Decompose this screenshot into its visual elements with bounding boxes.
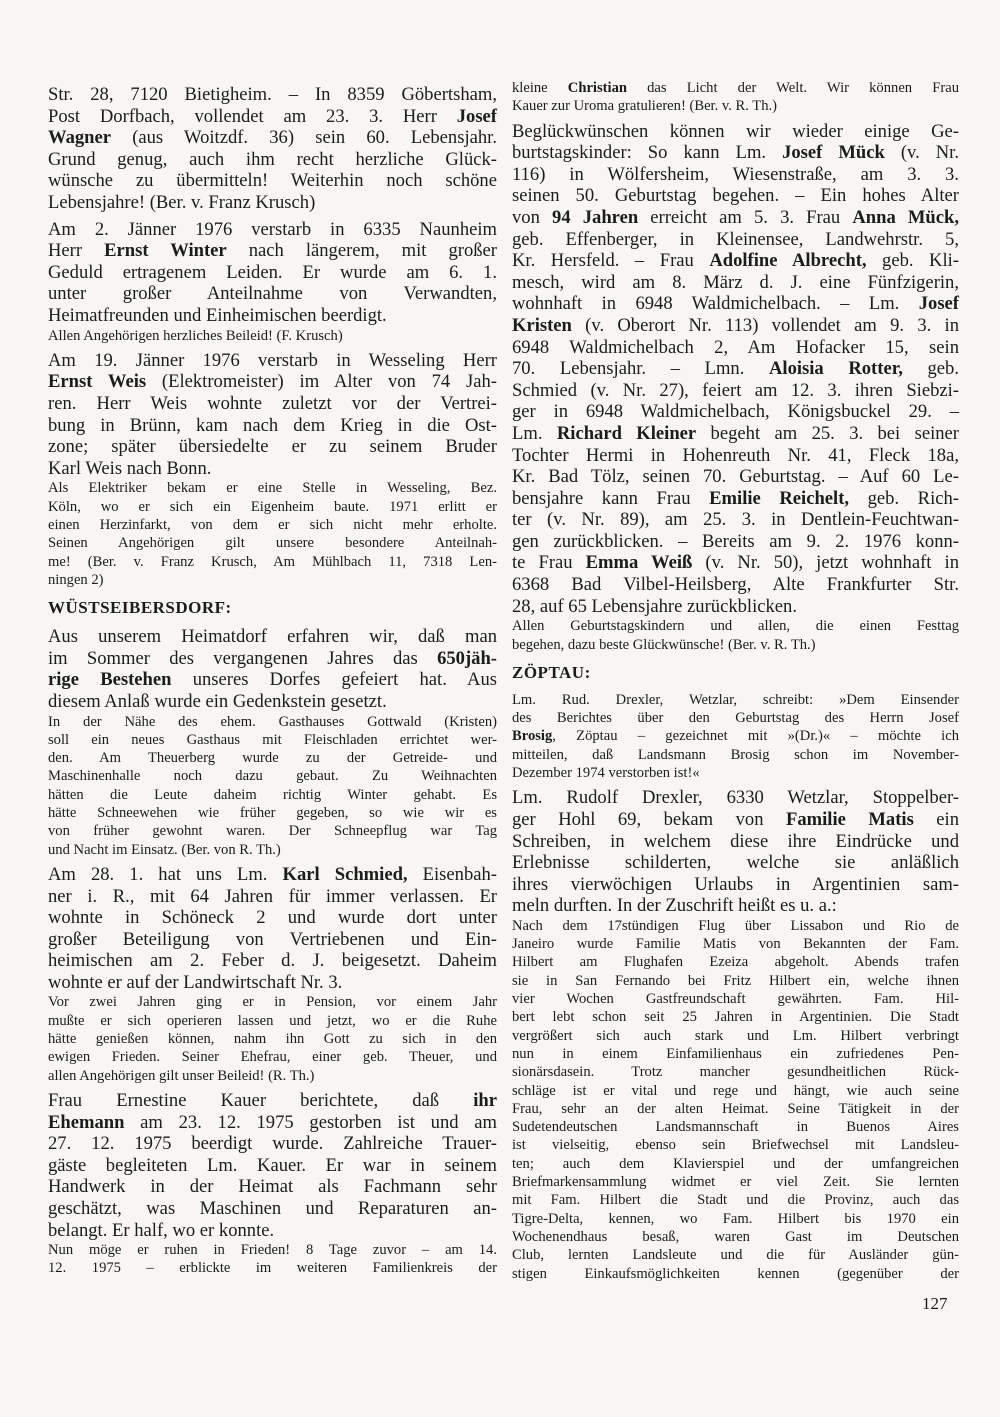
text-run: Str. 28, 7120 Bietigheim. – In 8359 Göbertsham,	[48, 84, 497, 105]
text-line	[48, 713, 497, 731]
text-run: gäste begleiteten Lm. Kauer. Er war in seinem	[48, 1154, 497, 1176]
text-run: diesem Anlaß wurde ein Gedenkstein gesetzt.	[48, 690, 387, 712]
text-line	[48, 1090, 497, 1112]
text-line	[48, 786, 497, 804]
text-run: 12. 1975 – erblickte im weiteren Familienkreis der	[48, 1260, 497, 1277]
section	[512, 662, 959, 686]
text-run: Lm.	[512, 422, 557, 444]
article-paragraph	[512, 787, 959, 1283]
text-run: Beglückwünschen können wir wieder einige Ge-	[512, 120, 959, 142]
text-line	[512, 1173, 959, 1191]
paragraph-text	[48, 84, 497, 214]
text-line	[512, 727, 959, 745]
text-run: wohnte in Schöneck 2 und wurde dort unter	[48, 907, 497, 929]
text-run: und Nacht im Einsatz. (Ber. von R. Th.)	[48, 841, 281, 858]
text-line	[48, 886, 497, 908]
text-line	[48, 262, 497, 284]
text-run: das Licht der Welt. Wir können Frau	[627, 80, 959, 96]
article-paragraph	[512, 121, 959, 654]
text-run: Erlebnisse schilderten, welche sie anläßlich	[512, 852, 959, 874]
text-run: geb. Effenberger, in Kleinensee, Landwehrstr. 5,	[512, 228, 959, 250]
text-line	[48, 864, 497, 886]
left-column	[48, 84, 497, 1283]
text-line	[512, 97, 959, 115]
text-run: sie in San Fernando bei Fritz Hilbert ein, welche ihnen	[512, 972, 959, 989]
text-run: In der Nähe des ehem. Gasthauses Gottwald (Kristen)	[48, 713, 497, 730]
text-line	[48, 1176, 497, 1198]
text-run: Hilbert am Flughafen Ezeiza abgeholt. Abends trafen	[512, 954, 959, 971]
text-line	[48, 149, 497, 171]
text-line	[512, 79, 959, 97]
text-line	[512, 596, 959, 618]
text-run: ihres vierwöchigen Urlaubs in Argentinien sam-	[512, 873, 959, 895]
article-paragraph	[48, 1090, 497, 1278]
text-run: Kauer zur Uroma gratulieren! (Ber. v. R. Th.)	[512, 98, 778, 115]
text-run: von früher gewohnt waren. Der Schneepflug war Tag	[48, 823, 497, 840]
text-run: stigen Einkaufsmöglichkeiten kennen (gegenüber der	[512, 1265, 959, 1282]
text-run: ner i. R., mit 64 Jahren für immer verlassen. Er	[48, 885, 497, 907]
text-run: Heimatfreunden und Einheimischen beerdigt.	[48, 304, 387, 326]
text-run: großer Beteiligung von Vertriebenen und Ein-	[48, 928, 497, 950]
text-line	[48, 571, 497, 589]
text-run: ter (v. Nr. 89), am 25. 3. in Dentlein-Feuchtwan-	[512, 509, 959, 531]
text-line	[512, 1228, 959, 1246]
text-run: 70. Lebensjahr. – Lmn.	[512, 358, 769, 380]
text-line	[48, 192, 497, 214]
text-run: Köln, wo er sich ein Eigenheim baute. 1971 erlitt er	[48, 498, 497, 515]
text-run: (Elektromeister) im Alter von 74 Jah-	[146, 371, 497, 393]
text-line	[512, 746, 959, 764]
text-line	[48, 804, 497, 822]
text-run: Tochter Hermi in Hohenreuth Nr. 41, Fleck 18a,	[512, 444, 959, 466]
text-run: Grund genug, auch ihm recht herzliche Glück-	[48, 148, 497, 170]
text-line	[512, 1191, 959, 1209]
text-line	[512, 1063, 959, 1081]
article-paragraph	[512, 79, 959, 116]
text-line	[48, 458, 497, 480]
text-run: Am 28. 1. hat uns Lm.	[48, 863, 283, 885]
text-run: me! (Ber. v. Franz Krusch, Am Mühlbach 11, 7318 Len-	[48, 553, 497, 570]
bold-name: 650jäh-	[437, 647, 497, 669]
text-run: Lm. Rudolf Drexler, 6330 Wetzlar, Stoppelber-	[512, 787, 959, 809]
text-line	[512, 874, 959, 896]
text-run: Frau, sehr an der alten Heimat. Seine Tätigkeit in der	[512, 1100, 959, 1117]
text-run: im Sommer des vergangenen Jahres das	[48, 647, 438, 669]
bold-name: Ernst Winter	[104, 240, 227, 262]
text-run: begeht am 25. 3. bei seiner	[696, 422, 959, 444]
article-paragraph	[48, 350, 497, 589]
small-print-text	[512, 617, 959, 654]
text-line	[48, 950, 497, 972]
text-run: Dezember 1974 verstorben ist!«	[512, 765, 700, 782]
text-line	[512, 423, 959, 445]
text-line	[512, 293, 959, 315]
text-line	[512, 636, 959, 654]
section-heading	[48, 597, 497, 621]
bold-name: Josef	[456, 105, 497, 127]
bold-name: Richard Kleiner	[556, 422, 697, 444]
article-paragraph	[48, 864, 497, 1085]
text-run: allen Angehörigen gilt unser Beileid! (R. Th.)	[48, 1067, 315, 1084]
text-run: wohnhaft in 6948 Waldmichelbach. – Lm.	[512, 293, 919, 315]
text-line	[48, 1048, 497, 1066]
text-run: 28, auf 65 Lebensjahre zurückblicken.	[512, 595, 797, 617]
text-line	[512, 445, 959, 467]
text-line	[512, 164, 959, 186]
text-line	[512, 250, 959, 272]
text-run: Allen Geburtstagskindern und allen, die einen Festtag	[512, 618, 959, 635]
text-run: mußte er sich operieren lassen und jetzt, wo er die Ruhe	[48, 1012, 497, 1029]
text-line	[48, 436, 497, 458]
paragraph-text	[512, 121, 959, 618]
text-line	[512, 1082, 959, 1100]
text-run: wünsche zu übermitteln! Weiterhin noch schöne	[48, 170, 497, 192]
small-print-text	[512, 691, 959, 782]
text-run: Frau Ernestine Kauer berichtete, daß	[48, 1089, 474, 1111]
right-column	[512, 79, 959, 1288]
text-line	[512, 1265, 959, 1283]
text-run: unter großer Anteilnahme von Verwandten,	[48, 283, 497, 305]
text-run: Wochenendhaus besaß, waren Gast im Deutschen	[512, 1228, 959, 1245]
text-run: ten; auch dem Klavierspiel und der umfangreichen	[512, 1155, 959, 1172]
text-line	[512, 1118, 959, 1136]
text-run: ZÖPTAU:	[512, 662, 591, 682]
text-run: vier Wochen Gastfreundschaft gewährten. Fam. Hil-	[512, 991, 959, 1008]
text-line	[48, 219, 497, 241]
text-run: Nach dem 17stündigen Flug über Lissabon und Rio de	[512, 917, 959, 934]
small-print-text	[48, 1241, 497, 1278]
text-run: WÜSTSEIBERSDORF:	[48, 598, 232, 618]
text-line	[48, 1155, 497, 1177]
text-line	[48, 597, 497, 621]
bold-name: Christian	[567, 80, 627, 96]
text-run: 6948 Waldmichelbach 2, Am Hofacker 15, sein	[512, 336, 959, 358]
text-run: mitteilen, daß Landsmann Brosig schon im November-	[512, 746, 959, 763]
text-line	[48, 1241, 497, 1259]
bold-name: 94 Jahren	[552, 206, 639, 228]
text-line	[512, 229, 959, 251]
text-run: kleine	[512, 80, 568, 96]
text-run: heimischen am 2. Feber d. J. beigesetzt. Daheim	[48, 950, 497, 972]
small-print-text	[512, 79, 959, 116]
bold-name: Josef Mück	[782, 142, 885, 164]
text-line	[512, 809, 959, 831]
text-run: Handwerk in der Heimat als Fachmann sehr	[48, 1176, 497, 1198]
text-line	[512, 662, 959, 686]
text-line	[512, 401, 959, 423]
text-run: Tigre-Delta, kennen, wo Fam. Hilbert bis 1970 ein	[512, 1210, 959, 1227]
text-line	[48, 1030, 497, 1048]
bold-name: Brosig	[512, 728, 553, 745]
text-line	[48, 534, 497, 552]
text-run: Am 19. Jänner 1976 verstarb in Wesseling Herr	[48, 349, 497, 371]
bold-name: Anna Mück,	[852, 206, 959, 228]
article-paragraph	[48, 84, 497, 214]
text-line	[512, 709, 959, 727]
text-run: Aus unserem Heimatdorf erfahren wir, daß man	[48, 626, 497, 648]
text-line	[48, 371, 497, 393]
text-run: geb.	[902, 358, 959, 380]
text-run: Janeiro wurde Familie Matis von Bekannten der Fam.	[512, 936, 959, 953]
text-line	[48, 84, 497, 106]
text-line	[512, 990, 959, 1008]
article-paragraph	[512, 691, 959, 782]
text-line	[512, 488, 959, 510]
text-line	[48, 731, 497, 749]
article-paragraph	[48, 219, 497, 345]
text-run: gen zurückblicken. – Bereits am 9. 2. 1976 konn-	[512, 530, 959, 552]
text-run: bung in Brünn, kam nach dem Krieg in die Ost-	[48, 414, 497, 436]
text-line	[48, 553, 497, 571]
text-line	[48, 749, 497, 767]
text-run: ein	[913, 808, 960, 830]
bold-name: Wagner	[48, 127, 112, 149]
text-line	[48, 822, 497, 840]
text-line	[48, 127, 497, 149]
text-run: burtstagskinder: So kann Lm.	[512, 142, 783, 164]
text-run: 116) in Wölfersheim, Wiesenstraße, am 3. 3.	[512, 163, 959, 185]
text-run: geb. Kli-	[866, 250, 959, 272]
text-line	[48, 393, 497, 415]
text-run: Vor zwei Jahren ging er in Pension, vor einem Jahr	[48, 994, 497, 1011]
text-line	[48, 350, 497, 372]
text-run: Club, lernten Landsleute und die für Ausländer gün-	[512, 1247, 959, 1264]
text-line	[512, 358, 959, 380]
text-run: begehen, dazu beste Glückwünsche! (Ber. v. R. Th.)	[512, 636, 816, 653]
text-run: ist vielseitig, ebenso sein Briefwechsel mit Landsleu-	[512, 1137, 959, 1154]
text-line	[512, 953, 959, 971]
text-run: von	[512, 206, 553, 228]
text-run: seinen 50. Geburtstag begehen. – Ein hohes Alter	[512, 185, 959, 207]
text-run: unseres Dorfes gefeiert hat. Aus	[171, 669, 498, 691]
text-line	[512, 1008, 959, 1026]
text-run: ger Hohl 69, bekam von	[512, 808, 786, 830]
text-run: Briefmarkensammlung widmet er viel Zeit. Sie lernten	[512, 1174, 959, 1191]
text-line	[512, 617, 959, 635]
small-print-text	[512, 917, 959, 1283]
text-line	[48, 1112, 497, 1134]
bold-name: Kristen	[512, 314, 572, 336]
text-line	[48, 669, 497, 691]
text-line	[512, 272, 959, 294]
text-run: sionärsdasein. Trotz mancher gesundheitlichen Rück-	[512, 1064, 959, 1081]
paragraph-text	[48, 350, 497, 480]
text-line	[512, 1045, 959, 1063]
bold-name: Karl Schmied,	[282, 863, 408, 885]
text-line	[512, 1136, 959, 1154]
text-run: Sudetendeutschen Landsmannschaft in Buenos Aires	[512, 1119, 959, 1136]
text-line	[48, 1198, 497, 1220]
text-line	[512, 1246, 959, 1264]
text-run: 27. 12. 1975 beerdigt wurde. Zahlreiche Trauer-	[48, 1133, 497, 1155]
text-line	[48, 170, 497, 192]
text-line	[48, 1259, 497, 1277]
bold-name: ihr	[473, 1089, 497, 1111]
text-line	[512, 831, 959, 853]
paragraph-text	[48, 1090, 497, 1241]
text-run: hätten die Leute daheim richtig Winter gehabt. Es	[48, 786, 497, 803]
text-run: Als Elektriker bekam er eine Stelle in Wesseling, Bez.	[48, 480, 497, 497]
text-line	[48, 1067, 497, 1085]
bold-name: Familie Matis	[786, 808, 914, 830]
text-line	[48, 415, 497, 437]
paragraph-text	[512, 787, 959, 917]
text-run: te Frau	[512, 552, 586, 574]
article-paragraph	[48, 626, 497, 859]
bold-name: Emma Weiß	[585, 552, 693, 574]
text-run: hätte genießen können, nahm ihn Gott zu sich in den	[48, 1031, 497, 1048]
text-run: ger in 6948 Waldmichelbach, Königsbuckel 29. –	[512, 401, 959, 423]
text-run: Lm. Rud. Drexler, Wetzlar, schreibt: »Dem Einsender	[512, 691, 959, 708]
bold-name: rige Bestehen	[48, 669, 172, 691]
text-line	[48, 767, 497, 785]
text-line	[48, 691, 497, 713]
text-line	[512, 852, 959, 874]
text-run: Kr. Hersfeld. – Frau	[512, 250, 710, 272]
text-line	[48, 1012, 497, 1030]
text-run: des Berichtes über den Geburtstag des Herrn Josef	[512, 710, 959, 727]
text-line	[512, 121, 959, 143]
text-line	[512, 531, 959, 553]
text-line	[48, 305, 497, 327]
text-line	[512, 185, 959, 207]
text-line	[48, 283, 497, 305]
text-run: Seinen Angehörigen gilt unsere besondere Anteilnah-	[48, 535, 497, 552]
small-print-text	[48, 993, 497, 1084]
text-line	[512, 509, 959, 531]
bold-name: Ernst Weis	[48, 371, 147, 393]
bold-name: Aloisia Rotter,	[768, 358, 903, 380]
text-run: mit Fam. Hilbert die Stadt und die Provinz, auch das	[512, 1192, 959, 1209]
text-run: Eisenbah-	[407, 863, 497, 885]
text-line	[512, 207, 959, 229]
text-run: bert lebt schon seit 25 Jahren in Argentinien. Die Stadt	[512, 1009, 959, 1026]
text-run: schläge ist er vital und rege und hängt, wie auch seine	[512, 1082, 959, 1099]
text-run: Am 2. Jänner 1976 verstarb in 6335 Naunheim	[48, 218, 497, 240]
paragraph-text	[48, 626, 497, 712]
text-run: einen Herzinfarkt, von dem er sich nicht mehr erholte.	[48, 516, 497, 533]
text-run: , Zöptau – gezeichnet mit »(Dr.)« – möchte ich	[552, 728, 959, 745]
text-line	[48, 498, 497, 516]
text-line	[512, 787, 959, 809]
text-run: mesch, wird am 8. März d. J. eine Fünfzigerin,	[512, 271, 959, 293]
text-line	[512, 466, 959, 488]
text-run: Geduld ertragenem Leiden. Er wurde am 6. 1.	[48, 261, 497, 283]
text-run: 6368 Bad Vilbel-Heilsberg, Alte Frankfurter Str.	[512, 574, 959, 596]
text-run: (aus Woitzdf. 36) sein 60. Lebensjahr.	[111, 127, 497, 149]
text-run: ren. Herr Weis wohnte zuletzt vor der Vertrei-	[48, 393, 497, 415]
text-line	[48, 648, 497, 670]
text-run: Allen Angehörigen herzliches Beileid! (F. Krusch)	[48, 327, 343, 344]
text-run: geb. Rich-	[849, 487, 959, 509]
text-line	[48, 841, 497, 859]
text-line	[48, 907, 497, 929]
text-run: hätte Schneewehen wie früher gegeben, so wie wir es	[48, 805, 497, 822]
text-run: belangt. Er half, wo er konnte.	[48, 1219, 275, 1241]
text-run: Karl Weis nach Bonn.	[48, 457, 212, 479]
text-line	[512, 691, 959, 709]
text-run: soll ein neues Gasthaus mit Fleischladen errichtet wer-	[48, 731, 497, 748]
text-line	[512, 142, 959, 164]
text-run: bensjahre kann Frau	[512, 487, 710, 509]
text-run: am 23. 12. 1975 gestorben ist und am	[124, 1111, 497, 1133]
text-line	[48, 516, 497, 534]
text-run: Herr	[48, 240, 105, 262]
text-line	[512, 972, 959, 990]
section	[48, 597, 497, 621]
text-line	[512, 1210, 959, 1228]
text-line	[512, 380, 959, 402]
text-run: nach längerem, mit großer	[226, 240, 497, 262]
text-run: nun in einem Einfamilienhaus ein zufriedenes Pen-	[512, 1045, 959, 1062]
text-run: Post Dorfbach, vollendet am 23. 3. Herr	[48, 105, 457, 127]
text-line	[48, 972, 497, 994]
text-line	[48, 993, 497, 1011]
text-run: Schreiben, in welchem diese ihre Eindrücke und	[512, 830, 959, 852]
paragraph-text	[48, 864, 497, 994]
text-line	[48, 1220, 497, 1242]
bold-name: Ehemann	[48, 1111, 125, 1133]
small-print-text	[48, 327, 497, 345]
text-run: meln durften. In der Zuschrift heißt es u. a.:	[512, 895, 837, 917]
text-run: vergrößert sich auch stark und Lm. Hilbert verbringt	[512, 1027, 959, 1044]
bold-name: Emilie Reichelt,	[709, 487, 850, 509]
text-run: ewigen Frieden. Seiner Ehefrau, einer geb. Theuer, und	[48, 1049, 497, 1066]
text-line	[512, 1100, 959, 1118]
text-run: Schmied (v. Nr. 27), feiert am 12. 3. ihren Siebzi-	[512, 379, 959, 401]
text-line	[512, 764, 959, 782]
text-run: erreicht am 5. 3. Frau	[638, 206, 853, 228]
page-number: 127	[922, 1294, 948, 1313]
text-line	[48, 106, 497, 128]
bold-name: Josef	[918, 293, 959, 315]
text-line	[512, 935, 959, 953]
text-run: den. Am Theuerberg wurde zu der Getreide- und	[48, 750, 497, 767]
text-line	[512, 552, 959, 574]
section-heading	[512, 662, 959, 686]
text-run: (v. Oberort Nr. 113) vollendet am 9. 3. in	[571, 314, 959, 336]
text-run: Kr. Bad Tölz, seinen 70. Geburtstag. – Auf 60 Le-	[512, 466, 959, 488]
text-run: (v. Nr. 50), jetzt wohnhaft in	[692, 552, 959, 574]
text-line	[48, 626, 497, 648]
text-line	[512, 574, 959, 596]
text-run: geschätzt, was Maschinen und Reparaturen an-	[48, 1197, 497, 1219]
paragraph-text	[48, 219, 497, 327]
text-run: Maschinenhalle noch dazu gebaut. Zu Weihnachten	[48, 768, 497, 785]
text-line	[48, 479, 497, 497]
text-line	[48, 1133, 497, 1155]
text-run: (v. Nr.	[884, 142, 959, 164]
text-line	[512, 1027, 959, 1045]
small-print-text	[48, 479, 497, 589]
text-run: Lebensjahre! (Ber. v. Franz Krusch)	[48, 191, 316, 213]
text-run: Nun möge er ruhen in Frieden! 8 Tage zuvor – am 14.	[48, 1242, 497, 1259]
text-line	[512, 315, 959, 337]
text-line	[512, 337, 959, 359]
text-run: wohnte er auf der Landwirtschaft Nr. 3.	[48, 971, 343, 993]
text-run: zone; später übersiedelte er zu seinem Bruder	[48, 436, 497, 458]
text-line	[48, 240, 497, 262]
text-run: ningen 2)	[48, 571, 104, 588]
text-line	[512, 917, 959, 935]
small-print-text	[48, 713, 497, 859]
text-line	[512, 1155, 959, 1173]
bold-name: Adolfine Albrecht,	[709, 250, 867, 272]
text-line	[48, 327, 497, 345]
text-line	[512, 895, 959, 917]
text-line	[48, 929, 497, 951]
